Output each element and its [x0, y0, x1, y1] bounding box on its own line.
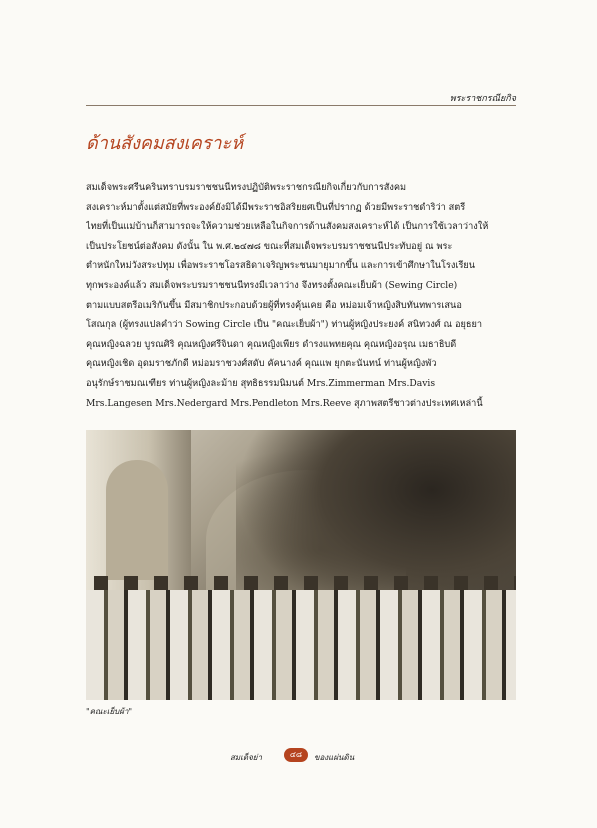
body-paragraph [86, 178, 516, 413]
body-line: สมเด็จพระศรีนครินทราบรมราชชนนีทรงปฏิบัติพระราชกรณียกิจเกี่ยวกับการสังคม [86, 182, 407, 193]
sewing-circle-photo [86, 430, 516, 700]
photo-caption: "คณะเย็บผ้า" [86, 707, 133, 716]
body-line: ไทยที่เป็นแม่บ้านก็สามารถจะให้ความช่วยเหลือในกิจการด้านสังคมสงเคราะห์ได้ เป็นการใช้เวลาว่างให้ [86, 221, 489, 233]
photo-arch [106, 460, 168, 580]
body-line: ตามแบบสตรีอเมริกันขึ้น มีสมาชิกประกอบด้วยผู้ที่ทรงคุ้นเคย คือ หม่อมเจ้าหญิงสิบทันทพารเสนอ [86, 299, 462, 311]
page-number-badge: ๔๘ [284, 748, 308, 762]
body-line: คุณหญิงฉลวย บูรณศิริ คุณหญิงศรีจินดา คุณหญิงเพียร ดำรงแพทยคุณ คุณหญิงอรุณ เมธาธิบดี [86, 338, 457, 350]
header-divider [86, 105, 516, 106]
body-line: ตำหนักใหม่วังสระปทุม เพื่อพระราชโอรสธิดาเจริญพระชนมายุมากขึ้น และการเข้าศึกษาในโรงเรียน [86, 260, 476, 272]
body-line: Mrs.Langesen Mrs.Nedergard Mrs.Pendleton Mrs.Reeve สุภาพสตรีชาวต่างประเทศเหล่านี้ [86, 397, 483, 409]
body-line: คุณหญิงเชิด อุดมราชภักดี หม่อมราชวงศ์สดับ คัคนางค์ คุณแพ ยุกตะนันทน์ ท่านผู้หญิงพัว [86, 358, 437, 370]
photo-group-of-women [86, 590, 516, 700]
running-header: พระราชกรณียกิจ [449, 94, 516, 104]
body-line: สงเคราะห์มาตั้งแต่สมัยที่พระองค์ยังมิได้มีพระราชอิสริยยศเป็นที่ปรากฏ ด้วยมีพระราชดำริว่า สตรี [86, 201, 466, 213]
body-line: เป็นประโยชน์ต่อสังคม ดังนั้น ใน พ.ศ.๒๔๗๘ ขณะที่สมเด็จพระบรมราชชนนีประทับอยู่ ณ พระ [86, 240, 453, 252]
body-line: ทุกพระองค์แล้ว สมเด็จพระบรมราชชนนีทรงมีเวลาว่าง จึงทรงตั้งคณะเย็บผ้า (Sewing Circle) [86, 279, 458, 291]
body-line: โสณกุล (ผู้ทรงแปลคำว่า Sowing Circle เป็น "คณะเย็บผ้า") ท่านผู้หญิงประยงค์ สนิทวงศ์ ณ อยุธยา [86, 319, 483, 331]
section-title: ด้านสังคมสงเคราะห์ [86, 133, 244, 154]
body-line: อนุรักษ์ราชมณเฑียร ท่านผู้หญิงละม้าย สุทธิธรรมนิมนต์ Mrs.Zimmerman Mrs.Davis [86, 377, 436, 389]
footer-left-text: สมเด็จย่า [230, 753, 262, 762]
footer-right-text: ของแผ่นดิน [314, 753, 355, 762]
